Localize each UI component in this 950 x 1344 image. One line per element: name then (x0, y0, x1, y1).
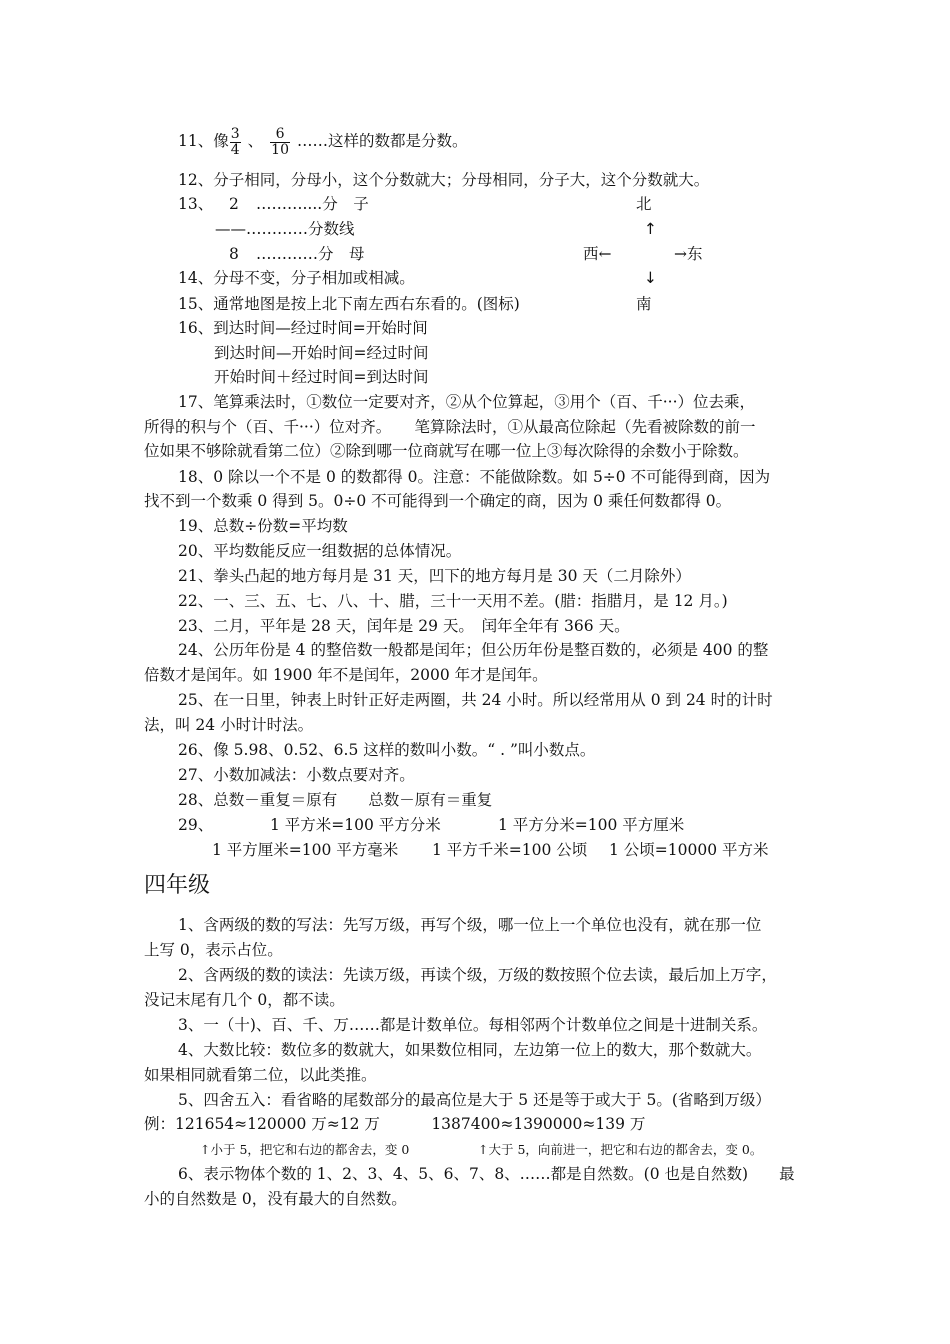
g4-p6-line-2: 小的自然数是 0，没有最大的自然数。 (144, 1190, 407, 1208)
item-29-e: 1 公顷=10000 平方米 (609, 841, 769, 859)
compass-east: →东 (674, 245, 703, 263)
item-11-prefix: 11、像 (178, 132, 229, 150)
item-13-numerator-desc: ………....分 子 (256, 195, 369, 213)
item-24-line-1: 24、公历年份是 4 的整倍数一般都是闰年；但公历年份是整百数的，必须是 400 的整 (178, 641, 769, 659)
g4-p3: 3、一（十)、百、千、万……都是计数单位。每相邻两个计数单位之间是十进制关系。 (178, 1016, 768, 1034)
item-13-label: 13、 (178, 195, 214, 213)
item-11: 11、像 $\frac{3}{4}$ 、 $\frac{6}{10}$ ……这样的数都是分数。 (178, 125, 468, 158)
item-11-suffix: ……这样的数都是分数。 (297, 132, 468, 150)
item-28: 28、总数－重复＝原有 总数－原有＝重复 (178, 791, 493, 809)
item-25-line-1: 25、在一日里，钟表上时针正好走两圈，共 24 小时。所以经常用从 0 到 24 时的计时 (178, 691, 773, 709)
g4-note-round-down: ↑小于 5，把它和右边的都舍去，变 0 (200, 1142, 410, 1157)
item-13-numerator: 2 (229, 195, 239, 213)
g4-p5-line-2: 例：121654≈120000 万≈12 万 1387400≈1390000≈139 万 (144, 1115, 646, 1133)
section-title: 四年级 (144, 873, 211, 898)
item-18-line-2: 找不到一个数乘 0 得到 5。0÷0 不可能得到一个确定的商，因为 0 乘任何数都得 0。 (144, 492, 732, 510)
item-25-line-2: 法，叫 24 小时计时法。 (144, 716, 314, 734)
item-29-c: 1 平方厘米=100 平方毫米 (212, 841, 399, 859)
item-24-line-2: 倍数才是闰年。如 1900 年不是闰年，2000 年才是闰年。 (144, 666, 548, 684)
item-14: 14、分母不变，分子相加或相减。 (178, 269, 415, 287)
g4-p2-line-1: 2、含两级的数的读法：先读万级，再读个级，万级的数按照个位去读，最后加上万字， (178, 966, 777, 984)
fraction-3-4: $\frac{3}{4}$ (230, 125, 240, 158)
g4-note-round-up: ↑大于 5，向前进一，把它和右边的都舍去，变 0。 (478, 1142, 763, 1157)
item-16-line-2: 到达时间—开始时间=经过时间 (214, 344, 429, 362)
item-13-line: ——…………分数线 (215, 220, 355, 238)
item-22: 22、一、三、五、七、八、十、腊，三十一天用不差。(腊：指腊月，是 12 月。) (178, 592, 728, 610)
g4-p4-line-1: 4、大数比较：数位多的数就大，如果数位相同，左边第一位上的数大，那个数就大。 (178, 1041, 762, 1059)
g4-p6-line-1: 6、表示物体个数的 1、2、3、4、5、6、7、8、……都是自然数。(0 也是自然数) 最 (178, 1165, 795, 1183)
g4-p2-line-2: 没记末尾有几个 0，都不读。 (144, 991, 345, 1009)
g4-p1-line-2: 上写 0，表示占位。 (144, 941, 283, 959)
item-29-d: 1 平方千米=100 公顷 (432, 841, 588, 859)
g4-p1-line-1: 1、含两级的数的写法：先写万级，再写个级，哪一位上一个单位也没有，就在那一位 (178, 916, 762, 934)
item-29-label: 29、 (178, 816, 214, 834)
item-12: 12、分子相同，分母小，这个分数就大；分母相同，分子大，这个分数就大。 (178, 171, 710, 189)
item-27: 27、小数加减法：小数点要对齐。 (178, 766, 415, 784)
g4-p5-line-1: 5、四舍五入：看省略的尾数部分的最高位是大于 5 还是等于或大于 5。(省略到万级） (178, 1091, 771, 1109)
item-21: 21、拳头凸起的地方每月是 31 天，凹下的地方每月是 30 天（二月除外） (178, 567, 691, 585)
compass-down-arrow-icon: ↓ (644, 269, 657, 287)
item-18-line-1: 18、0 除以一个不是 0 的数都得 0。注意：不能做除数。如 5÷0 不可能得到商，因为 (178, 468, 771, 486)
compass-up-arrow-icon: ↑ (644, 220, 657, 238)
item-17-line-3: 位如果不够除就看第二位）②除到哪一位商就写在哪一位上③每次除得的余数小于除数。 (144, 442, 749, 460)
item-29-a: 1 平方米=100 平方分米 (270, 816, 441, 834)
item-17-line-2: 所得的积与个（百、千···）位对齐。 笔算除法时，①从最高位除起（先看被除数的前一 (144, 418, 756, 436)
item-20: 20、平均数能反应一组数据的总体情况。 (178, 542, 462, 560)
compass-north: 北 (636, 195, 652, 213)
fraction-6-10: $\frac{6}{10}$ (271, 125, 289, 158)
item-17-line-1: 17、笔算乘法时，①数位一定要对齐，②从个位算起，③用个（百、千···）位去乘， (178, 393, 756, 411)
item-29-b: 1 平方分米=100 平方厘米 (498, 816, 685, 834)
item-15: 15、通常地图是按上北下南左西右东看的。(图标) (178, 295, 520, 313)
item-16-line-1: 16、到达时间—经过时间=开始时间 (178, 319, 428, 337)
item-16-line-3: 开始时间＋经过时间=到达时间 (214, 368, 429, 386)
item-26: 26、像 5.98、0.52、6.5 这样的数叫小数。“ . ”叫小数点。 (178, 741, 596, 759)
compass-south: 南 (636, 295, 652, 313)
g4-p4-line-2: 如果相同就看第二位，以此类推。 (144, 1066, 377, 1084)
item-23: 23、二月，平年是 28 天，闰年是 29 天。 闰年全年有 366 天。 (178, 617, 630, 635)
item-13-denominator-desc: …………分 母 (256, 245, 365, 263)
item-19: 19、总数÷份数=平均数 (178, 517, 348, 535)
compass-west: 西← (583, 245, 612, 263)
item-13-denominator: 8 (229, 245, 239, 263)
